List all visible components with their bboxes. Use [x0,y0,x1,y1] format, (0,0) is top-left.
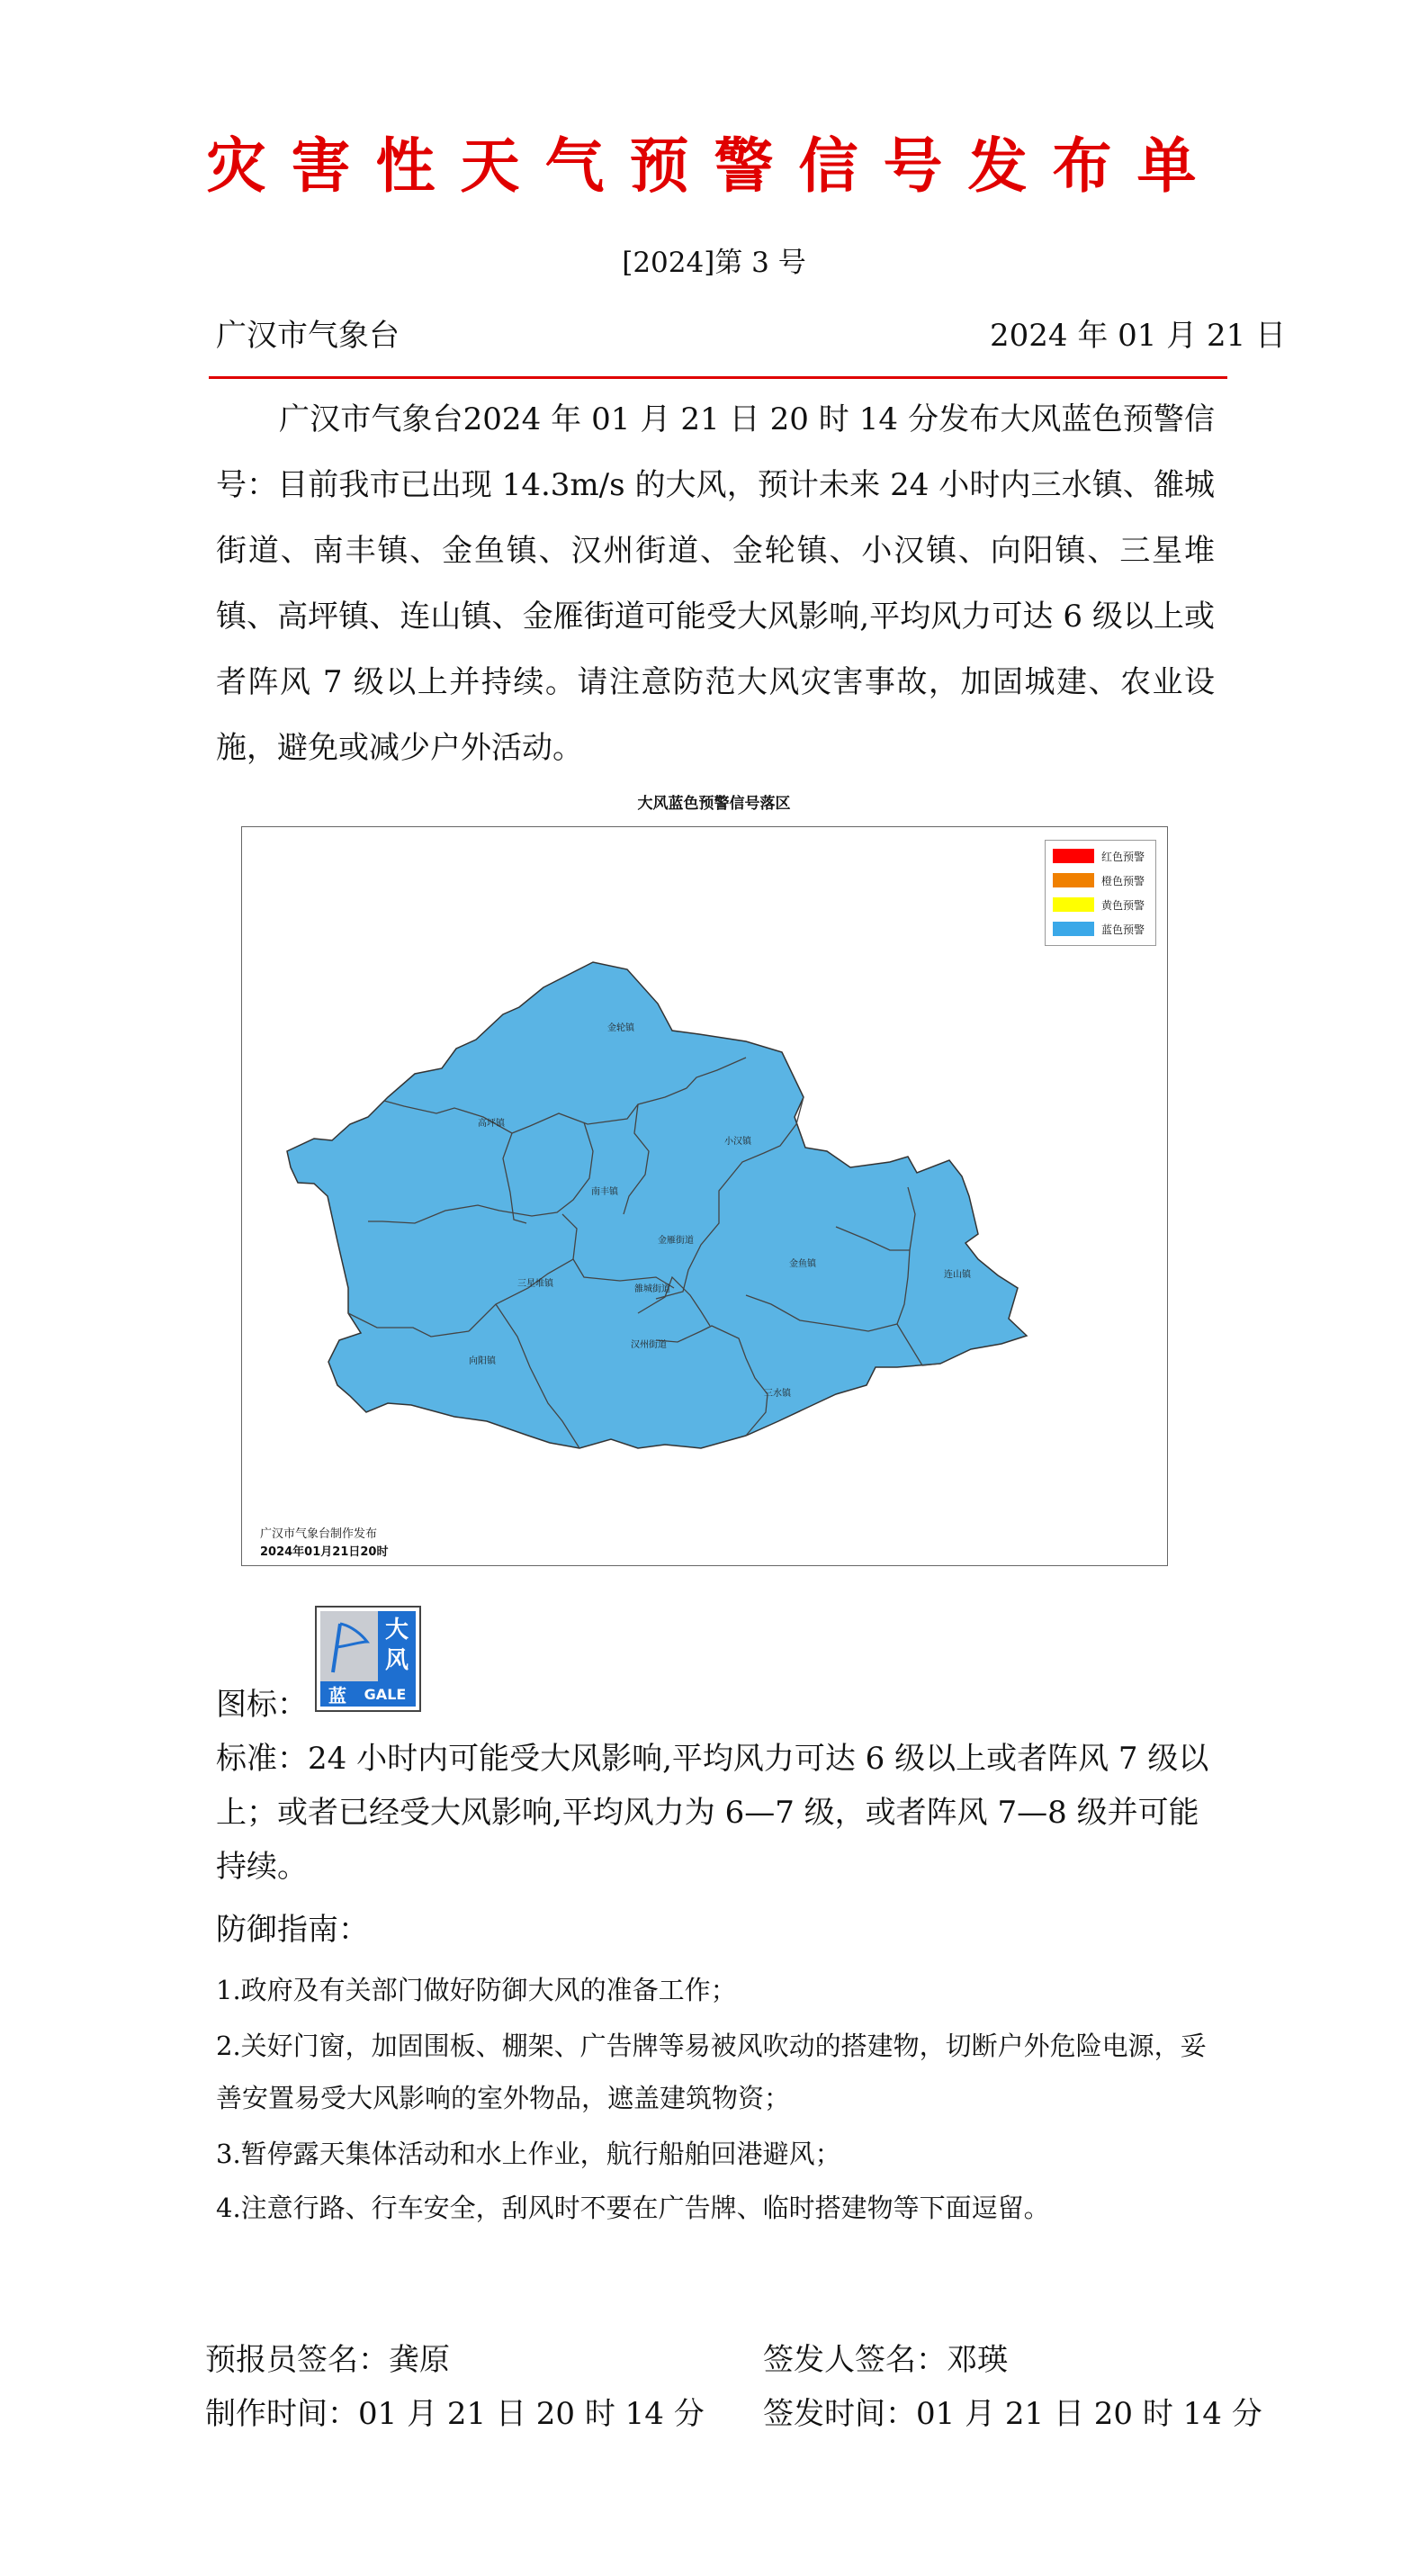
forecaster-label: 预报员签名： [205,2342,389,2378]
map-title: 大风蓝色预警信号落区 [637,795,791,813]
flag-icon [320,1611,378,1681]
legend-label: 蓝色预警 [1101,923,1145,936]
made-time-value: 01 月 21 日 20 时 14 分 [358,2396,705,2432]
legend-item-orange [1053,872,1145,888]
legend-swatch-blue [1053,922,1094,936]
town-label: 高坪镇 [478,1119,505,1129]
forecaster-name: 龚原 [389,2342,450,2378]
issuer-name: 广汉市气象台 [216,318,400,354]
made-time [205,2389,705,2433]
made-time-label: 制作时间： [205,2396,358,2432]
town-label: 金轮镇 [607,1023,634,1033]
gale-footer [320,1681,416,1707]
town-label: 向阳镇 [469,1356,496,1366]
gale-english: GALE [364,1685,407,1703]
warning-area-map [241,826,1168,1566]
town-label: 雒城街道 [634,1284,670,1294]
guide-item: 3.暂停露天集体活动和水上作业，航行船舶回港避风； [216,2139,841,2169]
legend-label: 红色预警 [1101,850,1145,863]
guide-item: 4.注意行路、行车安全，刮风时不要在广告牌、临时搭建物等下面逗留。 [216,2193,1050,2223]
legend-swatch-red [1053,849,1094,863]
issue-date: 2024 年 01 月 21 日 [990,318,1287,354]
map-credit: 广汉市气象台制作发布 [260,1527,378,1541]
legend-item-red [1053,848,1145,864]
legend-item-blue [1053,921,1145,937]
legend-label: 黄色预警 [1101,898,1145,912]
map-credit-date: 2024年01月21日20时 [260,1545,389,1559]
gale-blue-warning-icon [315,1606,421,1712]
document-number: [2024]第 3 号 [622,247,806,279]
town-label: 连山镇 [944,1270,971,1280]
gale-char-top: 大 [384,1617,409,1644]
signer-signature [763,2335,1008,2379]
guide-heading: 防御指南： [216,1912,369,1948]
town-label: 小汉镇 [724,1137,751,1147]
warning-body-text: 广汉市气象台2024 年 01 月 21 日 20 时 14 分发布大风蓝色预警信号：目前我市已出现 14.3m/s 的大风，预计未来 24 小时内三水镇、雒城街道、南丰镇、金鱼镇、汉州街道、金轮镇、小汉镇、向阳镇、三星堆镇、高坪镇、连山镇、金雁街道可能受大风影响,平均风力可达 6 级以上或者阵风 7 级以上并持续。请注意防范大风灾害事故，加固城建、农业设施，避免或减少户外活动。 [216,401,1215,766]
page-title: 灾害性天气预警信号发布单 [206,131,1222,201]
town-label: 三星堆镇 [517,1279,553,1289]
signer-label: 签发人签名： [763,2342,947,2378]
legend-label: 橙色预警 [1101,874,1145,887]
gale-level: 蓝 [328,1684,346,1707]
signer-name: 邓瑛 [947,2342,1008,2378]
guide-item: 1.政府及有关部门做好防御大风的准备工作； [216,1975,737,2005]
map-svg [242,827,1169,1567]
gale-chars [378,1611,416,1681]
town-label: 三水镇 [764,1389,791,1399]
town-label: 金雁街道 [658,1236,694,1246]
guide-item: 2.关好门窗，加固围板、棚架、广告牌等易被风吹动的搭建物，切断户外危险电源，妥善安置易受大风影响的室外物品，遮盖建筑物资； [216,2031,1207,2113]
town-label: 金鱼镇 [789,1259,816,1269]
legend-item-yellow [1053,896,1145,913]
legend-swatch-yellow [1053,897,1094,912]
city-region-shape [287,962,1027,1448]
header-divider [209,376,1227,379]
issued-time-value: 01 月 21 日 20 时 14 分 [916,2396,1262,2432]
town-label: 汉州街道 [631,1340,667,1350]
forecaster-signature [205,2335,450,2379]
issued-time-label: 签发时间： [763,2396,916,2432]
icon-label: 图标： [216,1687,308,1723]
town-label: 南丰镇 [591,1187,618,1197]
gale-char-bottom: 风 [384,1647,409,1674]
warning-standard-text: 标准：24 小时内可能受大风影响,平均风力可达 6 级以上或者阵风 7 级以上；或者已经受大风影响,平均风力为 6—7 级，或者阵风 7—8 级并可能持续。 [216,1741,1209,1885]
legend-swatch-orange [1053,873,1094,887]
map-legend [1045,840,1156,946]
issued-time [763,2389,1262,2433]
